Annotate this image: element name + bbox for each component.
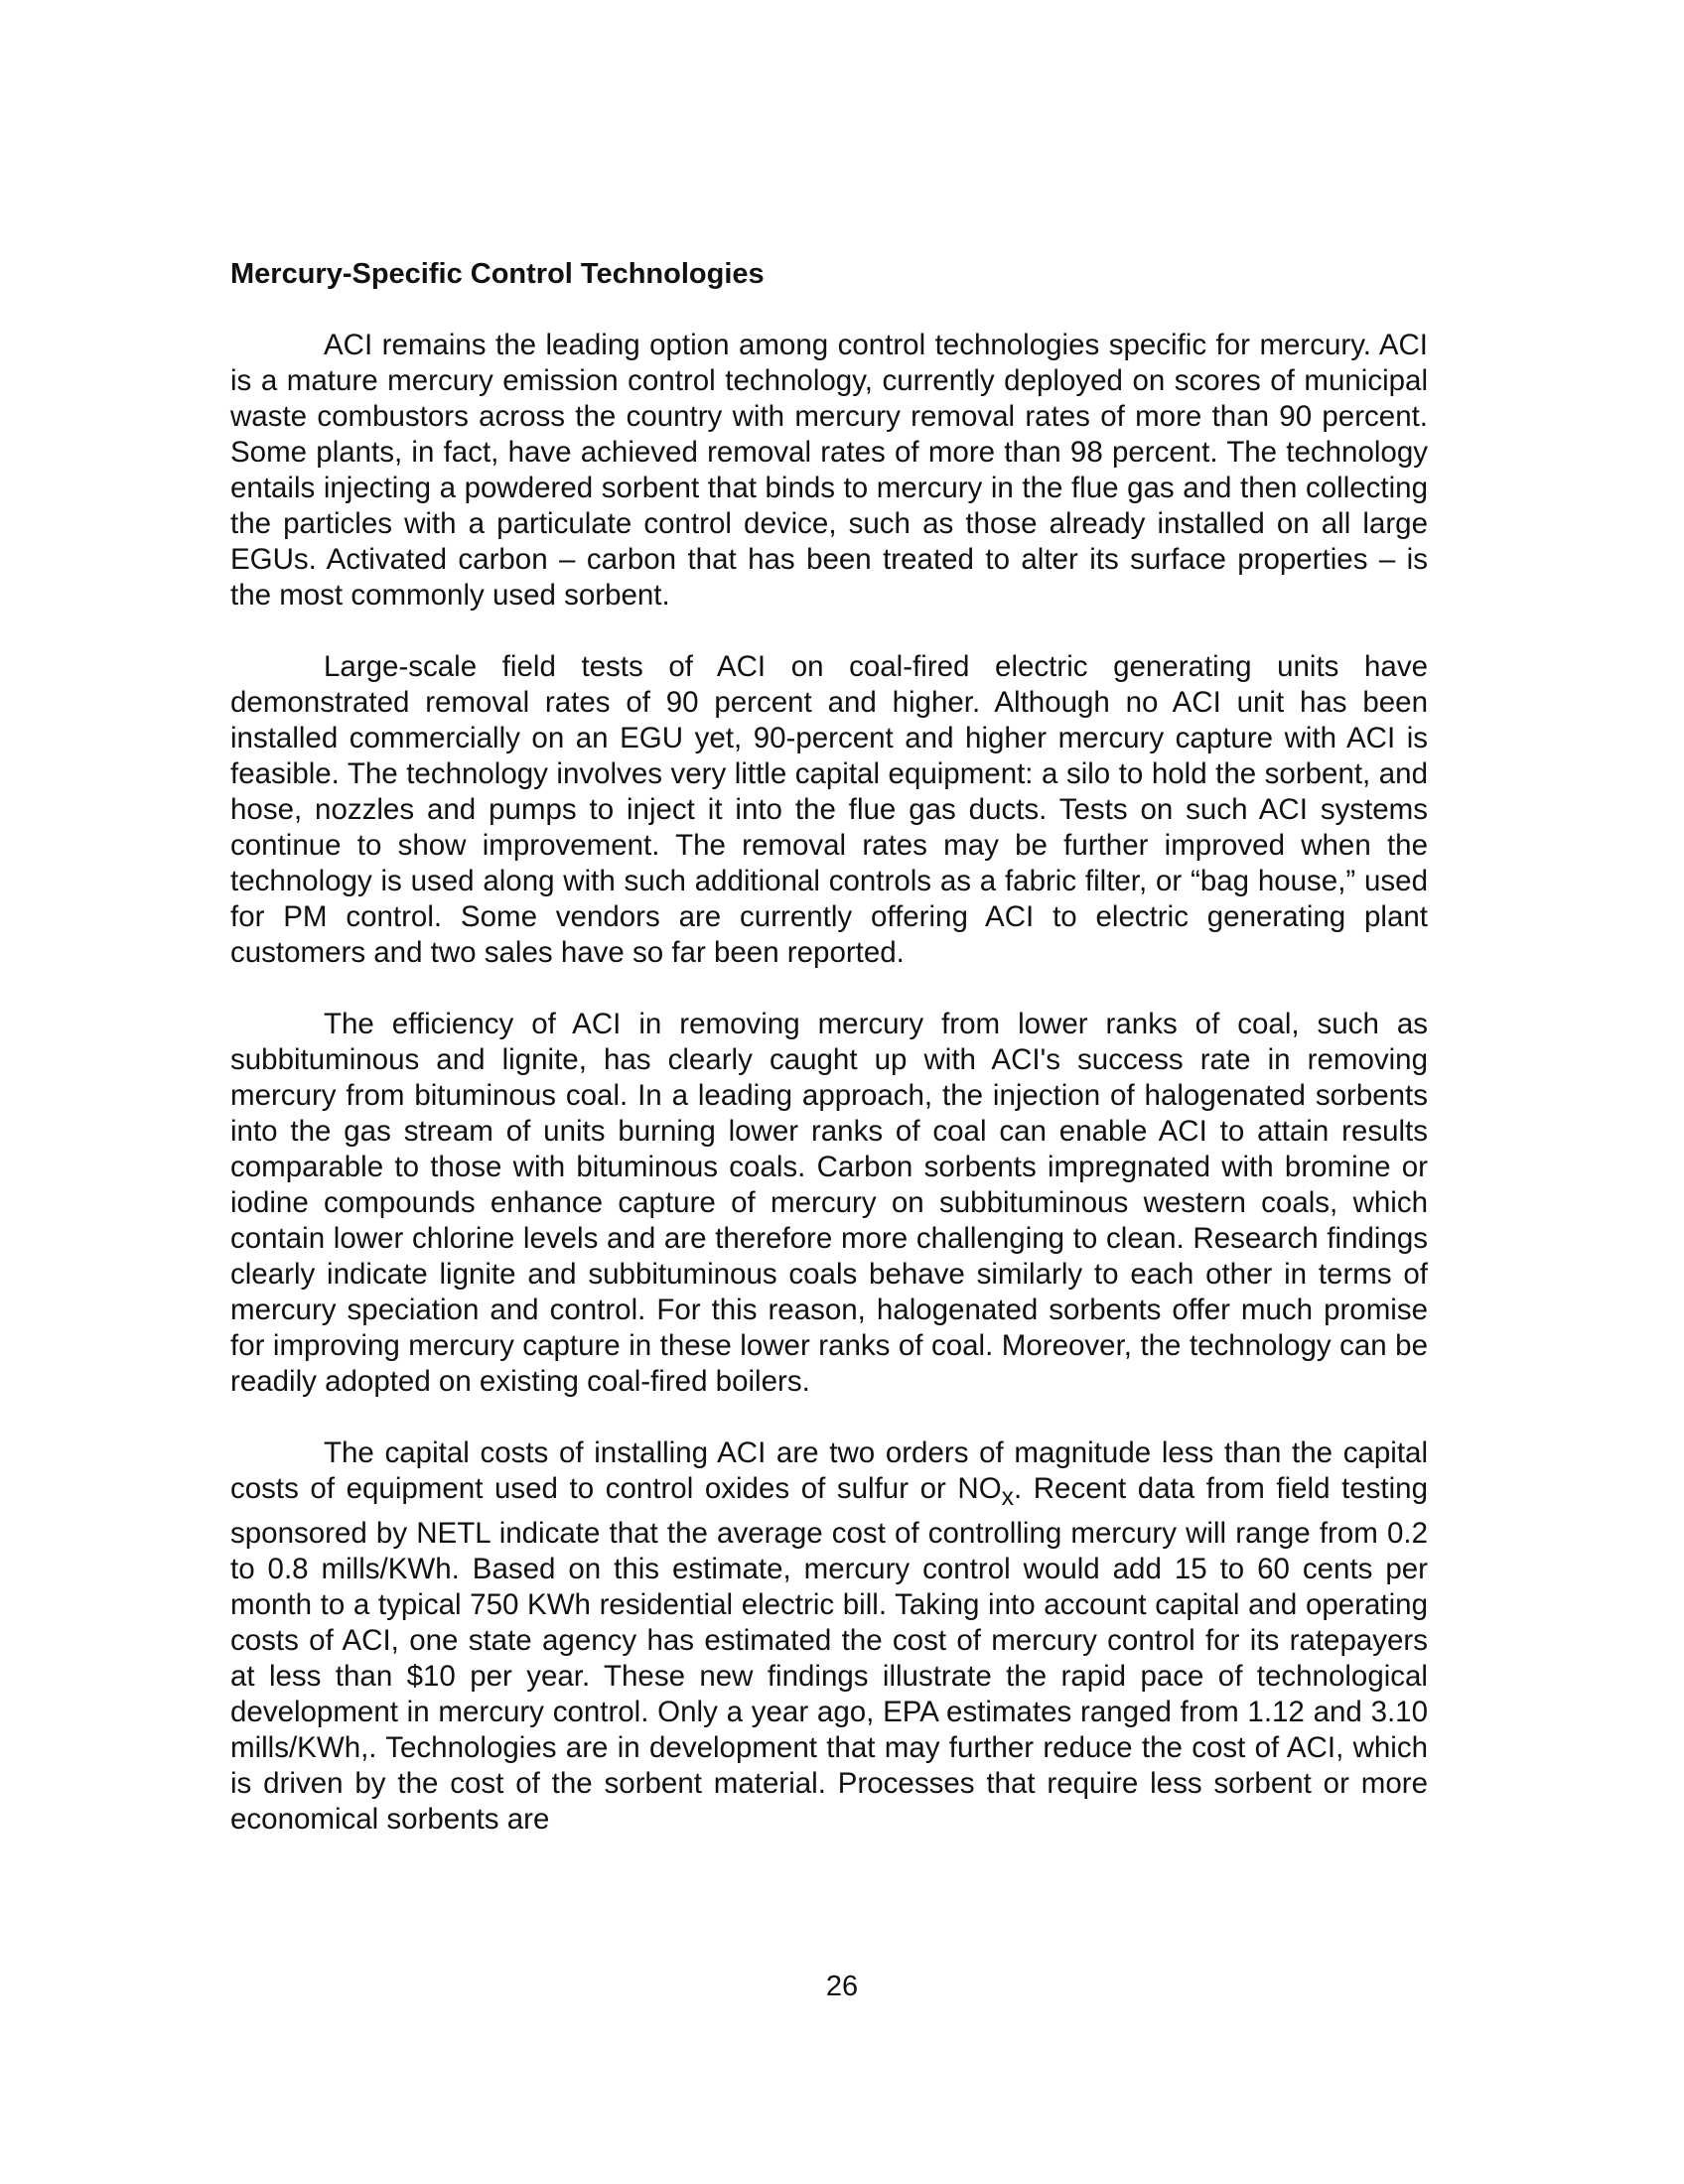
capital-costs-text-end: . Recent data from field testing sponsored by NETL indicate that the average cost of controlling mercury will range from 0.2 to 0.8 mills/KWh. Based on this estimate, mercury control would add 15 to 60 cents per month to a typical 750 KWh residential electric bill. Taking into account capital and operating costs of ACI, one state agency has estimated the cost of mercury control for its ratepayers at less than $10 per year. These new findings illustrate the rapid pace of technological development in mercury control. Only a year ago, EPA estimates ranged from 1.12 and 3.10 mills/KWh,. Technologies are in development that may further reduce the cost of ACI, which is driven by the cost of the sorbent material. Processes that require less sorbent or more economical sorbents are (230, 1472, 1429, 1836)
paragraph-field-tests: Large-scale field tests of ACI on coal-fired electric generating units have demonstrated removal rates of 90 percent and higher. Although no ACI unit has been installed commercially on an EGU yet, 90-percent and higher mercury capture with ACI is feasible. The technology involves very little capital equipment: a silo to hold the sorbent, and hose, nozzles and pumps to inject it into the flue gas ducts. Tests on such ACI systems continue to show improvement. The removal rates may be further improved when the technology is used along with such additional controls as a fabric filter, or “bag house,” used for PM control. Some vendors are currently offering ACI to electric generating plant customers and two sales have so far been reported. (230, 650, 1428, 969)
section-heading: Mercury-Specific Control Technologies (230, 258, 765, 290)
nox-subscript: x (1001, 1483, 1014, 1511)
document-page (230, 256, 1428, 1873)
capital-costs-text-start: The capital costs of installing ACI are two orders of magnitude less than the capital costs of equipment used to control oxides of sulfur or NO (230, 1436, 1428, 1505)
paragraph-aci-overview: ACI remains the leading option among control technologies specific for mercury. ACI is a mature mercury emission control technology, currently deployed on scores of municipal waste combustors across the country with mercury removal rates of more than 90 percent. Some plants, in fact, have achieved removal rates of more than 98 percent. The technology entails injecting a powdered sorbent that binds to mercury in the flue gas and then collecting the particles with a particulate control device, such as those already installed on all large EGUs. Activated carbon – carbon that has been treated to alter its surface properties – is the most commonly used sorbent. (230, 329, 1428, 612)
paragraph-lower-rank-coal: The efficiency of ACI in removing mercury from lower ranks of coal, such as subbituminous and lignite, has clearly caught up with ACI's success rate in removing mercury from bituminous coal. In a leading approach, the injection of halogenated sorbents into the gas stream of units burning lower ranks of coal can enable ACI to attain results comparable to those with bituminous coals. Carbon sorbents impregnated with bromine or iodine compounds enhance capture of mercury on subbituminous western coals, which contain lower chlorine levels and are therefore more challenging to clean. Research findings clearly indicate lignite and subbituminous coals behave similarly to each other in terms of mercury speciation and control. For this reason, halogenated sorbents offer much promise for improving mercury capture in these lower ranks of coal. Moreover, the technology can be readily adopted on existing coal-fired boilers. (230, 1008, 1428, 1398)
page-number: 26 (825, 1971, 859, 2002)
paragraph-capital-costs (230, 1435, 1428, 1838)
